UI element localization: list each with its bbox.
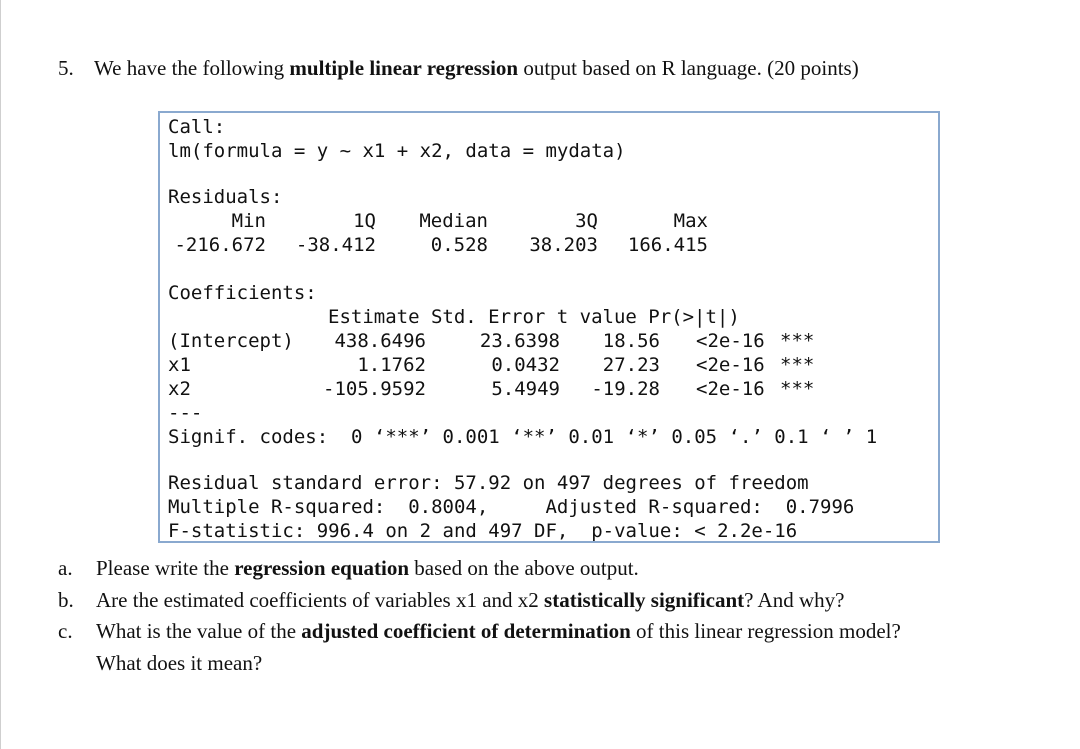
coef-pvalue-x2: <2e-16: [696, 378, 765, 400]
residual-value-max: 166.415: [627, 234, 708, 256]
residual-value-3q: 38.203: [529, 234, 598, 256]
coef-stderr-x2: 5.4949: [491, 378, 560, 400]
coef-stars-x2: ***: [780, 378, 815, 400]
residual-value-1q: -38.412: [295, 234, 376, 256]
coef-name-x2: x2: [168, 378, 191, 400]
coefficients-header: Estimate Std. Error t value Pr(>|t|): [328, 306, 740, 328]
sub-question-a-text-after: based on the above output.: [409, 556, 639, 580]
coef-estimate-x2: -105.9592: [323, 378, 426, 400]
residual-value-min: -216.672: [174, 234, 266, 256]
coefficients-label: Coefficients:: [168, 282, 317, 304]
coef-pvalue-x1: <2e-16: [696, 354, 765, 376]
call-label: Call:: [168, 116, 226, 138]
residual-standard-error: Residual standard error: 57.92 on 497 degrees of freedom: [168, 472, 809, 494]
coef-stars-intercept: ***: [780, 330, 815, 352]
coef-tvalue-x1: 27.23: [602, 354, 660, 376]
sub-question-c-continuation: What does it mean?: [96, 651, 263, 675]
sub-question-c-text-after: of this linear regression model?: [630, 619, 901, 643]
coef-name-intercept: (Intercept): [168, 330, 294, 352]
f-statistic-line: F-statistic: 996.4 on 2 and 497 DF, p-value: < 2.2e-16: [168, 520, 798, 542]
sub-question-a-text-before: Please write the: [96, 556, 235, 580]
residual-header-max: Max: [673, 210, 708, 232]
coef-stderr-intercept: 23.6398: [479, 330, 560, 352]
residual-value-median: 0.528: [430, 234, 488, 256]
r-squared-line: Multiple R-squared: 0.8004, Adjusted R-squared: 0.7996: [168, 496, 855, 518]
question-number: 5.: [58, 56, 74, 80]
residual-header-min: Min: [231, 210, 266, 232]
sub-question-a-text-bold: regression equation: [234, 556, 410, 580]
residual-header-median: Median: [419, 210, 488, 232]
coef-tvalue-intercept: 18.56: [602, 330, 660, 352]
residuals-label: Residuals:: [168, 186, 283, 208]
coef-name-x1: x1: [168, 354, 191, 376]
sub-question-letter: b.: [58, 588, 74, 612]
coef-estimate-intercept: 438.6496: [334, 330, 426, 352]
sub-question-c-text-bold: adjusted coefficient of determination: [301, 619, 631, 643]
coef-estimate-x1: 1.1762: [357, 354, 426, 376]
residual-header-3q: 3Q: [575, 210, 598, 232]
question-text-after: output based on R language. (20 points): [518, 56, 859, 80]
call-formula: lm(formula = y ~ x1 + x2, data = mydata): [168, 140, 626, 162]
separator-line: ---: [168, 402, 203, 424]
sub-question-a: [58, 556, 639, 581]
coef-pvalue-intercept: <2e-16: [696, 330, 765, 352]
sub-question-b-text-bold: statistically significant: [544, 588, 745, 612]
question-text-bold: multiple linear regression: [289, 56, 519, 80]
sub-question-c: [58, 619, 901, 644]
sub-question-letter: a.: [58, 556, 73, 580]
sub-question-letter: c.: [58, 619, 73, 643]
signif-codes: Signif. codes: 0 ‘***’ 0.001 ‘**’ 0.01 ‘*’ 0.05 ‘.’ 0.1 ‘ ’ 1: [168, 426, 878, 448]
sub-question-b: [58, 588, 844, 613]
sub-question-b-text-before: Are the estimated coefficients of variables x1 and x2: [96, 588, 545, 612]
sub-question-b-text-after: ? And why?: [744, 588, 845, 612]
coef-tvalue-x2: -19.28: [591, 378, 660, 400]
question-5: [58, 56, 859, 81]
coef-stars-x1: ***: [780, 354, 815, 376]
coef-stderr-x1: 0.0432: [491, 354, 560, 376]
question-text-before: We have the following: [94, 56, 290, 80]
sub-question-c-text-before: What is the value of the: [96, 619, 302, 643]
residual-header-1q: 1Q: [353, 210, 376, 232]
